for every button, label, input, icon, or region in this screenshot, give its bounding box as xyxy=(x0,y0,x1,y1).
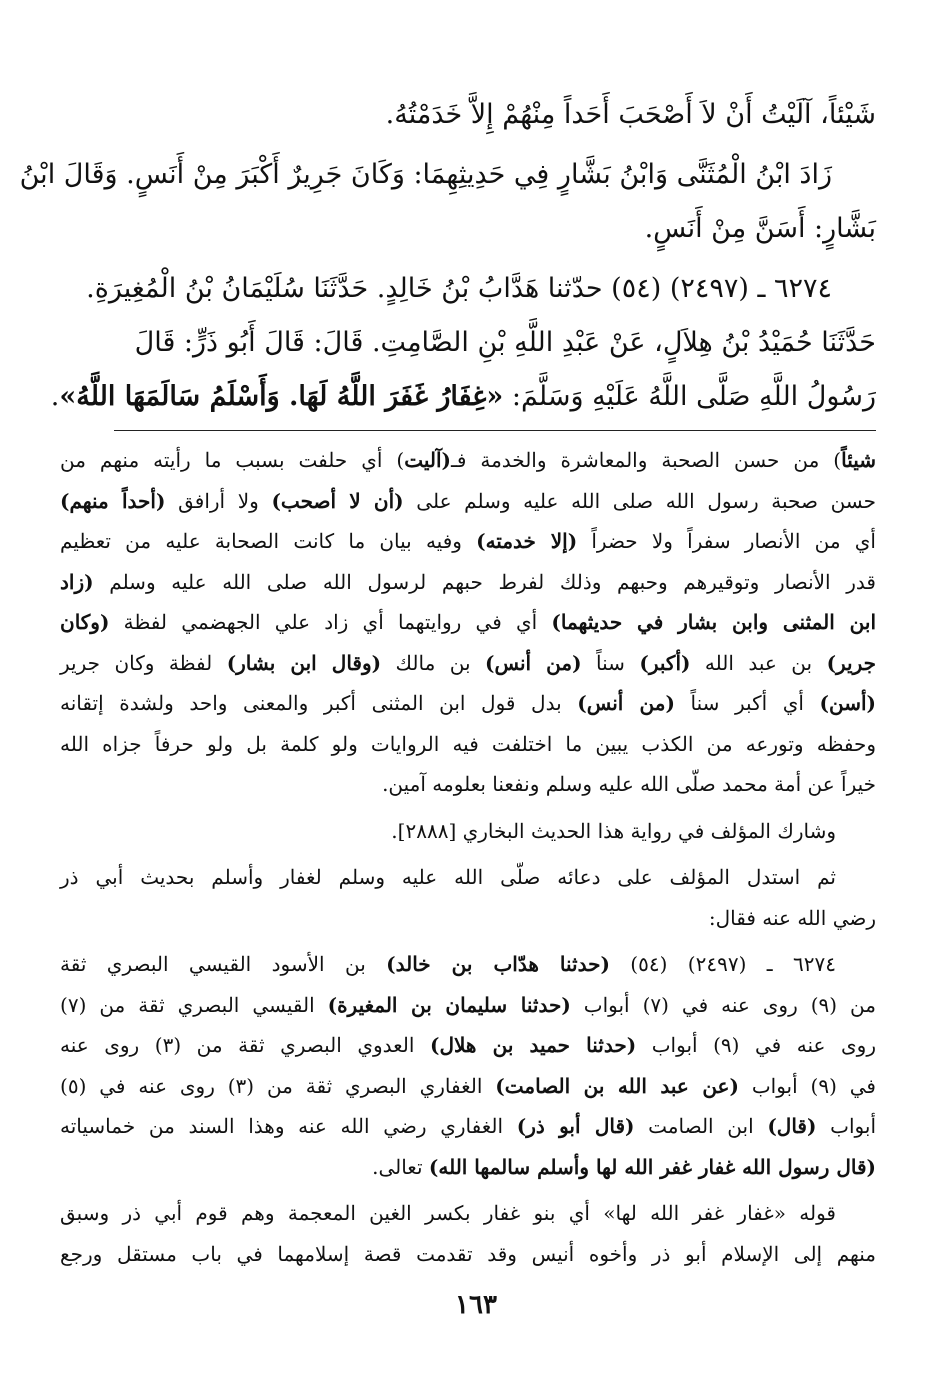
commentary-text: منهم إلى الإسلام أبو ذر وأخوه أنيس وقد تقدمت قصة إسلامهما في باب مستقل ورجع xyxy=(60,1241,876,1266)
commentary-bold-quote: (من أنس) xyxy=(485,650,582,675)
commentary-bold-quote: جرير) xyxy=(826,650,877,675)
commentary-line xyxy=(60,944,876,985)
commentary-text: خيراً عن أمة محمد صلّى الله عليه وسلم ونفعنا بعلومه آمين. xyxy=(382,772,876,796)
commentary-line xyxy=(60,1234,876,1275)
commentary-text: القيسي البصري ثقة من (٧) xyxy=(60,992,328,1017)
commentary-text: وشارك المؤلف في رواية هذا الحديث البخاري [٢٨٨٨]. xyxy=(391,818,836,843)
commentary-bold-quote: (أكبر) xyxy=(639,650,691,675)
commentary-text: وفيه بيان ما كانت الصحابة عليه من تعظيم xyxy=(60,529,477,553)
commentary-line xyxy=(60,1025,876,1066)
commentary-text: أي من الأنصار سفراً ولا حضراً xyxy=(577,529,876,553)
commentary-line xyxy=(60,898,876,939)
commentary-text: ) من حسن الصحبة والمعاشرة والخدمة فـ xyxy=(450,448,842,472)
commentary-bold-quote: (عن عبد الله بن الصامت) xyxy=(495,1073,739,1098)
commentary-line xyxy=(60,602,876,643)
commentary-text: أبواب xyxy=(816,1114,876,1138)
commentary-text: بن عبد الله xyxy=(690,650,827,675)
footnote-divider xyxy=(114,430,876,431)
commentary-text: ) أي حلفت بسبب ما رأيته منهم من xyxy=(60,448,405,472)
commentary-line xyxy=(60,724,876,765)
hadith-paragraph-6274 xyxy=(50,262,876,424)
commentary-text: قوله «غفار غفر الله لها» أي بنو غفار بكسر الغين المعجمة وهم قوم أبي ذر وسبق xyxy=(60,1201,836,1225)
commentary-bold-quote: (آليت xyxy=(404,448,451,472)
commentary-line xyxy=(60,521,876,562)
hadith-paragraph-addition xyxy=(19,148,876,256)
page-number: ١٦٣ xyxy=(455,1290,497,1320)
commentary-text: العدوي البصري ثقة من (٣) روى عنه xyxy=(60,1033,430,1057)
hadith-text-block xyxy=(19,88,876,424)
commentary-text: ابن الصامت xyxy=(634,1114,768,1138)
commentary-bold-quote: (وقال ابن بشار) xyxy=(226,650,382,675)
commentary-text: ولا أرافق xyxy=(165,488,272,513)
commentary-line xyxy=(60,764,876,805)
commentary-bold-quote: (قال رسول الله غفار غفر الله لها وأسلم سالمها الله) xyxy=(428,1154,876,1179)
commentary-bold-quote: (حدثنا سليمان بن المغيرة) xyxy=(327,992,571,1017)
commentary-bold-quote: (من أنس) xyxy=(577,691,675,715)
commentary-text: ثم استدل المؤلف على دعائه صلّى الله عليه وسلم لغفار وأسلم بحديث أبي ذر xyxy=(60,865,837,889)
commentary-line xyxy=(60,562,876,603)
commentary-text: ٦٢٧٤ ـ (٢٤٩٧) (٥٤) xyxy=(609,952,836,976)
commentary-text: روى عنه في (٩) أبواب xyxy=(636,1033,876,1057)
commentary-text: تعالى. xyxy=(372,1154,429,1179)
commentary-bold-quote: شيئاً xyxy=(841,448,877,472)
commentary-bold-quote: ابن المثنى وابن بشار في حديثهما) xyxy=(551,610,876,634)
commentary-line xyxy=(60,683,876,724)
hadith-line-6-text: رَسُولُ اللَّهِ صَلَّى اللَّهُ عَلَيْهِ وَسَلَّمَ: xyxy=(503,381,876,412)
hadith-line-2: زَادَ ابْنُ الْمُثَنَّى وَابْنُ بَشَّارٍ فِي حَدِيثِهِمَا: وَكَانَ جَرِيرٌ أَكْبَرَ مِنْ أَنَسٍ. وَقَالَ ابْنُ xyxy=(19,159,832,190)
commentary-bold-quote: (أحداً منهم) xyxy=(60,488,166,513)
commentary-text: حسن صحبة رسول الله صلى الله عليه وسلم على xyxy=(403,488,877,513)
commentary-line xyxy=(60,1193,876,1234)
commentary-line xyxy=(60,481,876,522)
hadith-line-1: شَيْئاً، آلَيْتُ أَنْ لاَ أَصْحَبَ أَحَداً مِنْهُمْ إِلاَّ خَدَمْتُهُ. xyxy=(385,99,876,130)
commentary-bold-quote: (إلا خدمته) xyxy=(476,529,578,553)
commentary-line xyxy=(60,811,876,852)
hadith-line-4: ٦٢٧٤ ـ (٢٤٩٧) (٥٤) حدّثنا هَدَّابُ بْنُ خَالِدٍ. حَدَّثَنَا سُلَيْمَانُ بْنُ الْمُغِيرَةِ. xyxy=(86,273,832,304)
commentary-text: في (٩) أبواب xyxy=(738,1073,876,1098)
commentary-bold-quote: (قال أبو ذر) xyxy=(516,1114,635,1138)
commentary-bold-quote: (قال) xyxy=(767,1114,817,1138)
commentary-text: من (٩) روى عنه في (٧) أبواب xyxy=(570,992,876,1017)
commentary-line xyxy=(60,985,876,1026)
hadith-prophet-saying: «غِفَارُ غَفَرَ اللَّهُ لَهَا. وَأَسْلَمُ سَالَمَهَا اللَّهُ» xyxy=(59,381,504,412)
commentary-bold-quote: (أن لا أصحب) xyxy=(271,488,404,513)
commentary-bold-quote: (زاد xyxy=(60,569,94,594)
commentary-text: أي أكبر سناً xyxy=(674,691,820,715)
hadith-line-6 xyxy=(50,370,876,424)
commentary-text: قدر الأنصار وتوقيرهم وحبهم وذلك لفرط حبهم لرسول الله صلى الله عليه وسلم xyxy=(93,569,876,594)
commentary-line xyxy=(60,1147,876,1188)
commentary-bold-quote: (وكان xyxy=(60,610,110,634)
commentary-line xyxy=(60,1106,876,1147)
commentary-bold-quote: (أسن) xyxy=(819,691,876,715)
commentary-text: لفظة وكان جرير xyxy=(60,650,227,675)
commentary-text: سناً xyxy=(581,650,640,675)
commentary-text: رضي الله عنه فقال: xyxy=(708,905,876,930)
commentary-text: بدل قول ابن المثنى أكبر والمعنى واحد ولشدة إتقانه xyxy=(60,691,578,715)
commentary-bold-quote: (حدثنا حميد بن هلال) xyxy=(430,1033,637,1057)
commentary-text: أي في روايتهما أي زاد علي الجهضمي لفظة xyxy=(109,610,552,634)
commentary-line xyxy=(60,440,876,481)
commentary-line xyxy=(60,1066,876,1107)
commentary-text: الغفاري البصري ثقة من (٣) روى عنه في (٥) xyxy=(60,1073,496,1098)
hadith-line-3: بَشَّارٍ: أَسَنَّ مِنْ أَنَسٍ. xyxy=(644,213,876,244)
commentary-text: بن الأسود القيسي البصري ثقة xyxy=(60,952,387,976)
commentary-block xyxy=(60,440,876,1274)
hadith-line-6-end: . xyxy=(50,381,60,412)
commentary-line xyxy=(60,643,876,684)
commentary-text: الغفاري رضي الله عنه وهذا السند من خماسياته xyxy=(60,1114,517,1138)
commentary-text: بن مالك xyxy=(381,650,486,675)
commentary-text: وحفظه وتورعه من الكذب يبين ما اختلفت فيه الروايات ولو كلمة بل ولو حرفاً جزاه الله xyxy=(60,731,876,756)
hadith-line-5: حَدَّثَنَا حُمَيْدُ بْنُ هِلاَلٍ، عَنْ عَبْدِ اللَّهِ بْنِ الصَّامِتِ. قَالَ: قَالَ أَبُو ذَرٍّ: قَالَ xyxy=(134,327,876,358)
commentary-bold-quote: (حدثنا هدّاب بن خالد) xyxy=(386,952,610,976)
commentary-line xyxy=(60,857,876,898)
